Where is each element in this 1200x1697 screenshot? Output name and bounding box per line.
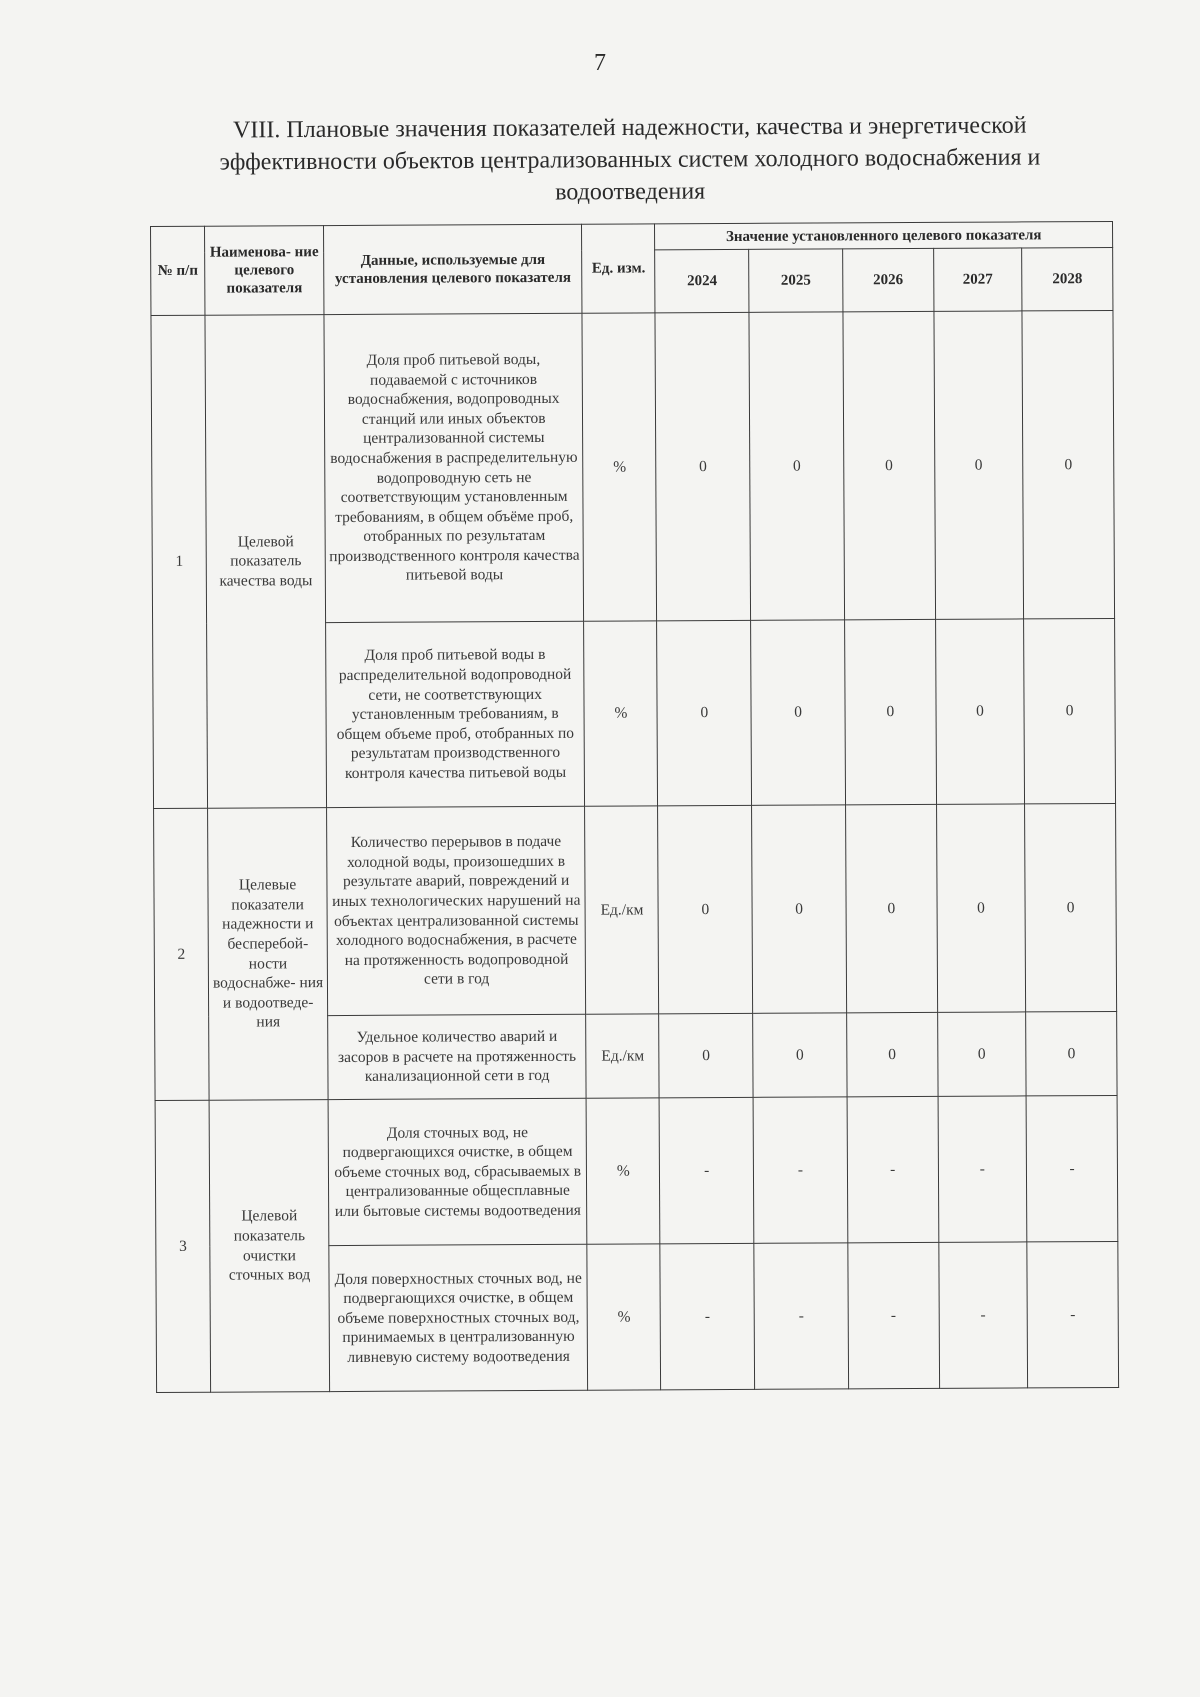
unit: Ед./км [585, 806, 659, 1014]
header-data: Данные, используемые для установления целевого показателя [323, 224, 582, 314]
indicators-table [150, 221, 1119, 1393]
value-cell: 0 [1026, 1011, 1117, 1095]
header-year: 2027 [933, 248, 1022, 311]
row-number: 1 [151, 315, 208, 808]
value-cell: 0 [1025, 803, 1117, 1011]
indicator-data: Доля проб питьевой воды, подаваемой с источников водоснабжения, водопроводных станций или иных объектов централизованной системы водоснабжения в распределительную водопроводную сеть не соответствующим установленным требованиям, в общем объёме проб, отобранных по результатам производственного контроля качества питьевой воды [324, 313, 584, 622]
value-cell: 0 [845, 804, 937, 1012]
unit: % [584, 621, 658, 806]
indicator-name: Целевой показатель качества воды [205, 315, 326, 809]
value-cell: 0 [752, 805, 847, 1013]
value-cell: 0 [936, 804, 1026, 1012]
title-line-3: водоотведения [555, 178, 706, 206]
value-cell: - [753, 1097, 848, 1243]
value-cell: 0 [658, 805, 753, 1013]
value-cell: - [848, 1242, 939, 1388]
value-cell: 0 [847, 1012, 938, 1096]
table-row [154, 803, 1117, 1016]
indicator-name: Целевые показатели надежности и бесперебой- ности водоснабже- ния и водоотведе- ния [208, 808, 328, 1101]
value-cell: 0 [1022, 310, 1114, 618]
value-cell: 0 [845, 619, 937, 804]
value-cell: - [847, 1096, 938, 1242]
value-cell: - [754, 1243, 849, 1389]
header-unit: Ед. изм. [582, 224, 655, 313]
value-cell: 0 [655, 312, 750, 620]
value-cell: 0 [751, 620, 846, 805]
header-year: 2024 [655, 249, 749, 312]
value-cell: 0 [749, 312, 844, 620]
value-cell: 0 [659, 1013, 753, 1097]
value-cell: 0 [935, 619, 1025, 804]
value-cell: - [1026, 1095, 1118, 1241]
value-cell: 0 [657, 620, 752, 805]
indicator-data: Количество перерывов в подаче холодной воды, произошедших в результате аварий, повреждений и иных технологических нарушений на объектах централизованной системы холодного водоснабжения, в расчете на протяженность водопроводной сети в год [327, 806, 587, 1015]
row-number: 2 [154, 808, 210, 1100]
value-cell: - [659, 1097, 754, 1243]
value-cell: 0 [1024, 618, 1116, 803]
title-line-1: VIII. Плановые значения показателей надежности, качества и энергетической [232, 112, 1027, 144]
value-cell: 0 [843, 311, 935, 619]
indicator-data: Доля поверхностных сточных вод, не подвергающихся очистке, в общем объеме поверхностных сточных вод, принимаемых в централизованную ливневую систему водоотведения [329, 1244, 588, 1391]
row-number: 3 [155, 1100, 211, 1392]
value-cell: 0 [753, 1013, 847, 1097]
header-num: № п/п [151, 226, 206, 315]
indicator-data: Доля сточных вод, не подвергающихся очистке, в общем объеме сточных вод, сбрасываемых в централизованные общесплавные или бытовые системы водоотведения [328, 1098, 587, 1245]
header-target-values: Значение установленного целевого показателя [655, 221, 1113, 249]
page-number: 7 [594, 50, 606, 76]
table-row [151, 310, 1115, 623]
indicator-name: Целевой показатель очистки сточных вод [209, 1100, 329, 1393]
value-cell: - [1027, 1241, 1119, 1387]
header-name: Наименова- ние целевого показателя [205, 226, 324, 316]
header-year: 2025 [749, 249, 843, 312]
value-cell: 0 [934, 311, 1024, 619]
unit: % [582, 313, 657, 621]
header-year: 2028 [1022, 247, 1113, 310]
table-row [155, 1095, 1118, 1246]
header-year: 2026 [843, 248, 934, 311]
unit: % [587, 1244, 661, 1390]
section-title [150, 109, 1111, 211]
value-cell: 0 [937, 1012, 1026, 1096]
title-line-2: эффективности объектов централизованных систем холодного водоснабжения и [219, 144, 1041, 176]
unit: Ед./км [586, 1014, 659, 1098]
indicator-data: Доля проб питьевой воды в распределительной водопроводной сети, не соответствующих установленным требованиям, в общем объеме проб, отобранных по результатам производственного контроля качества питьевой воды [326, 621, 585, 807]
value-cell: - [938, 1242, 1027, 1388]
indicator-data: Удельное количество аварий и засоров в расчете на протяженность канализационной сети в год [328, 1014, 587, 1099]
value-cell: - [938, 1096, 1027, 1242]
value-cell: - [660, 1243, 755, 1389]
unit: % [587, 1098, 661, 1244]
